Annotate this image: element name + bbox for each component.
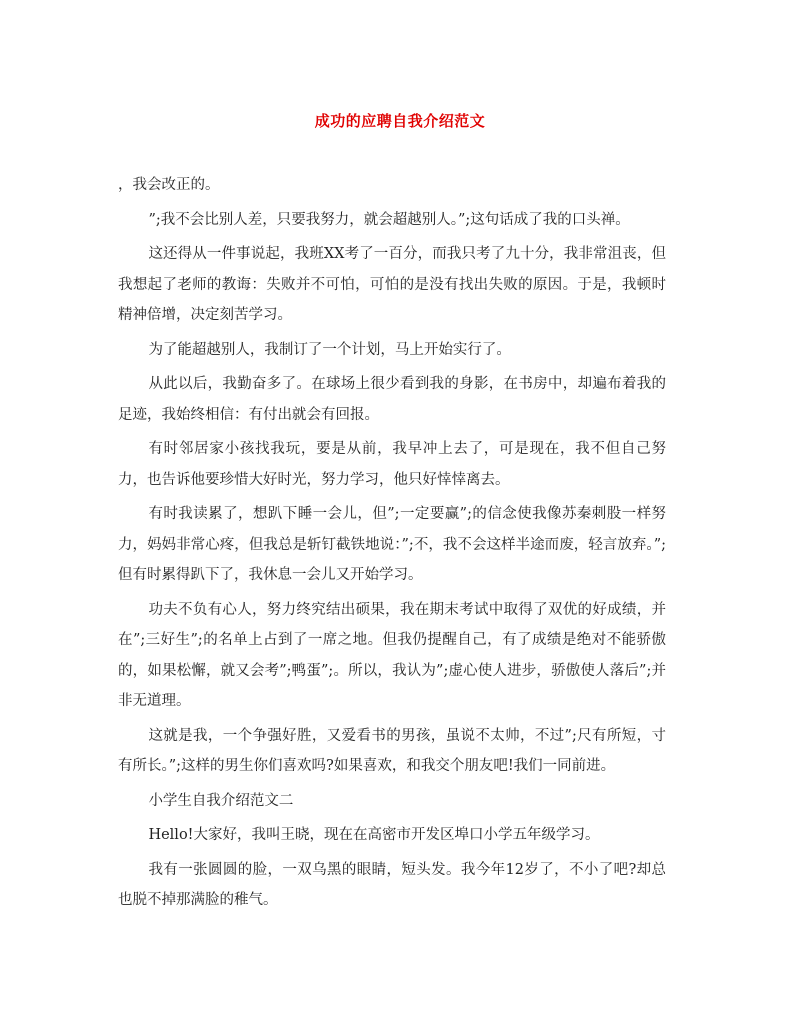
document-title: 成功的应聘自我介绍范文 [314,112,486,130]
section-heading: 小学生自我介绍范文二 [148,792,294,809]
paragraph: 这还得从一件事说起，我班XX考了一百分，而我只考了九十分，我非常沮丧，但我想起了老师的教诲：失败并不可怕，可怕的是没有找出失败的原因。于是，我顿时精神倍增，决定刻苦学习。 [118,246,666,323]
paragraph: 有时邻居家小孩找我玩，要是从前，我早冲上去了，可是现在，我不但自己努力，也告诉他要珍惜大好时光，努力学习，他只好悻悻离去。 [118,441,666,488]
paragraph: 这就是我，一个争强好胜，又爱看书的男孩，虽说不太帅，不过”;尺有所短，寸有所长。”;这样的男生你们喜欢吗?如果喜欢，和我交个朋友吧!我们一同前进。 [118,727,666,774]
paragraph: Hello!大家好，我叫王晓，现在在高密市开发区埠口小学五年级学习。 [148,827,600,843]
paragraph: 我有一张圆圆的脸，一双乌黑的眼睛，短头发。我今年12岁了，不小了吧?却总也脱不掉那满脸的稚气。 [118,861,666,908]
paragraph: ”;我不会比别人差，只要我努力，就会超越别人。”;这句话成了我的口头禅。 [148,211,630,228]
paragraph: ，我会改正的。 [118,177,220,193]
paragraph: 为了能超越别人，我制订了一个计划，马上开始实行了。 [148,341,511,358]
document-body [118,170,666,920]
paragraph: 有时我读累了，想趴下睡一会儿，但”;一定要赢”;的信念使我像苏秦刺股一样努力，妈妈非常心疼，但我总是斩钉截铁地说：”;不，我不会这样半途而废，轻言放弃。”;但有时累得趴下了，我休息一会儿又开始学习。 [118,506,666,583]
paragraph: 功夫不负有心人，努力终究结出硕果，我在期末考试中取得了双优的好成绩，并在”;三好生”;的名单上占到了一席之地。但我仍提醒自己，有了成绩是绝对不能骄傲的，如果松懈，就又会考”;鸭蛋”;。所以，我认为”;虚心使人进步，骄傲使人落后”;并非无道理。 [118,601,666,709]
paragraph: 从此以后，我勤奋多了。在球场上很少看到我的身影，在书房中，却遍布着我的足迹，我始终相信：有付出就会有回报。 [118,376,666,423]
